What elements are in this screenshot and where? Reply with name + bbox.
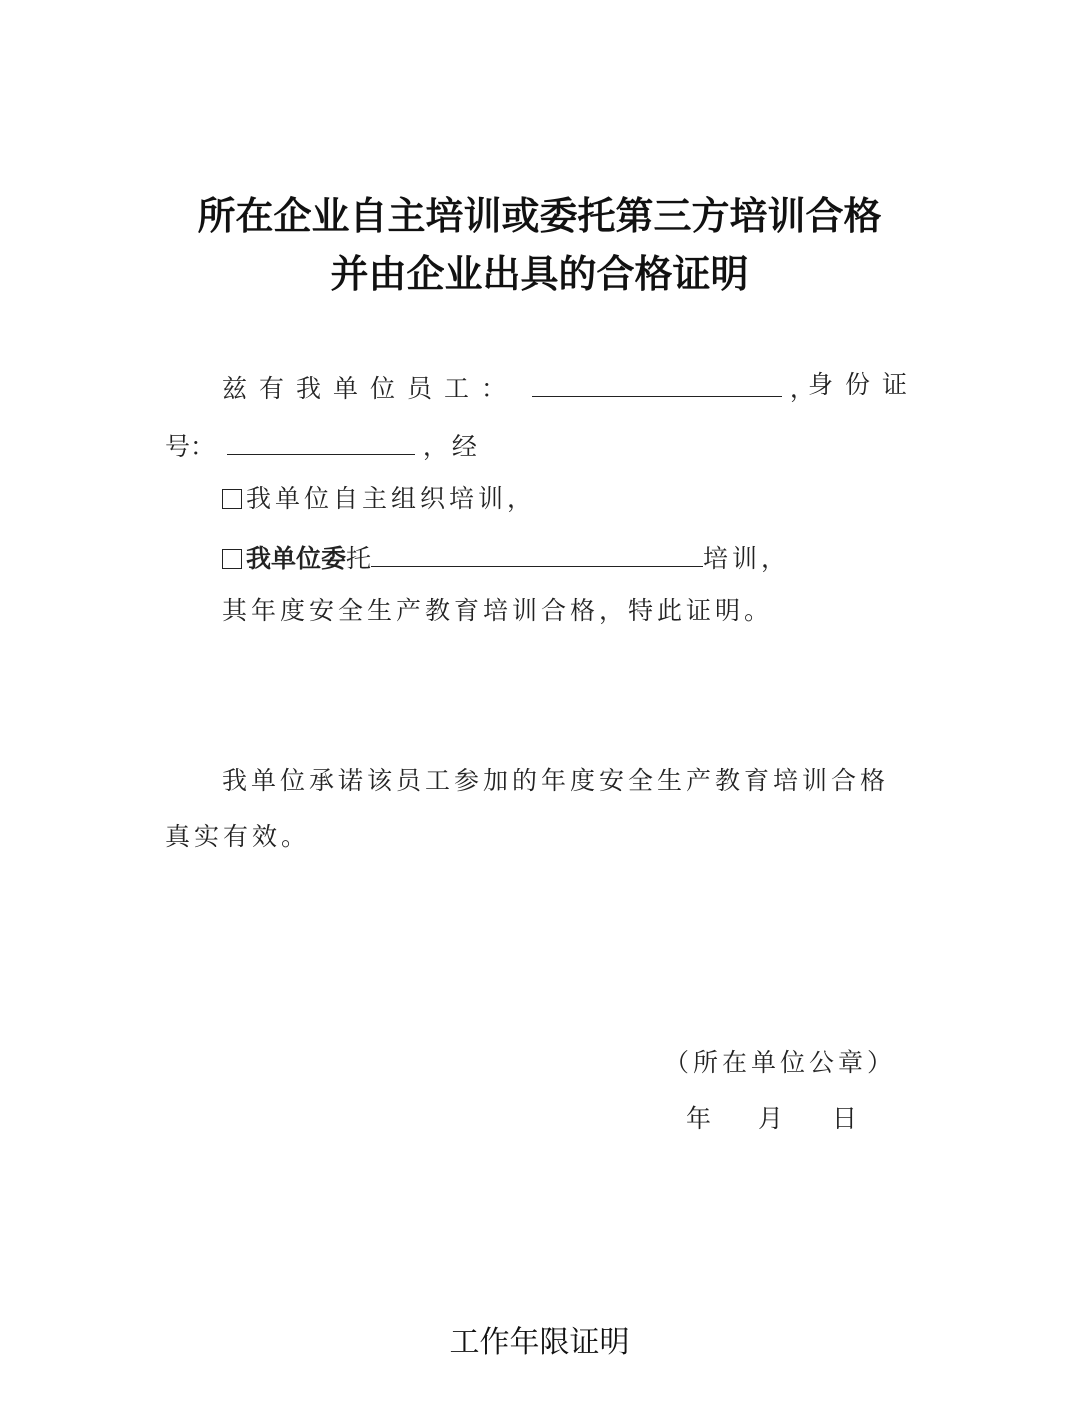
id-number-blank[interactable] <box>227 428 415 455</box>
employee-name-blank[interactable] <box>532 370 782 397</box>
employee-intro-label: 兹有我单位员工： <box>222 374 519 403</box>
id-number-line <box>165 428 481 462</box>
id-number-suffix: ，经 <box>422 432 481 461</box>
promise-line1: 我单位承诺该员工参加的年度安全生产教育培训合格 <box>222 766 890 795</box>
next-document-title: 工作年限证明 <box>449 1325 630 1360</box>
date-year: 年 <box>686 1104 712 1133</box>
promise-line2: 真实有效。 <box>165 822 311 851</box>
checkbox-third-party[interactable] <box>222 549 242 569</box>
seal-label: （所在单位公章） <box>664 1048 897 1077</box>
document-title-line2: 并由企业出具的合格证明 <box>330 251 749 296</box>
id-card-label: 身份证 <box>808 370 920 399</box>
option-self-training[interactable] <box>222 484 536 514</box>
option-third-party-bold-label: 我单位委 <box>246 544 347 573</box>
option-self-training-label: 我单位自主组织培训， <box>246 484 537 513</box>
document-title-line1: 所在企业自主培训或委托第三方培训合格 <box>197 193 882 238</box>
date-month: 月 <box>758 1104 784 1133</box>
checkbox-self-training[interactable] <box>222 489 242 509</box>
employee-name-line <box>222 370 815 404</box>
id-number-label: 号： <box>165 432 216 461</box>
third-party-name-blank[interactable] <box>371 540 703 567</box>
comma: ， <box>789 374 815 403</box>
certification-statement: 其年度安全生产教育培训合格，特此证明。 <box>222 596 774 625</box>
date-day: 日 <box>832 1104 858 1133</box>
option-third-party-label: 托 <box>346 544 372 573</box>
option-third-party-suffix: 培训， <box>703 544 791 573</box>
option-third-party-training[interactable] <box>222 540 790 574</box>
